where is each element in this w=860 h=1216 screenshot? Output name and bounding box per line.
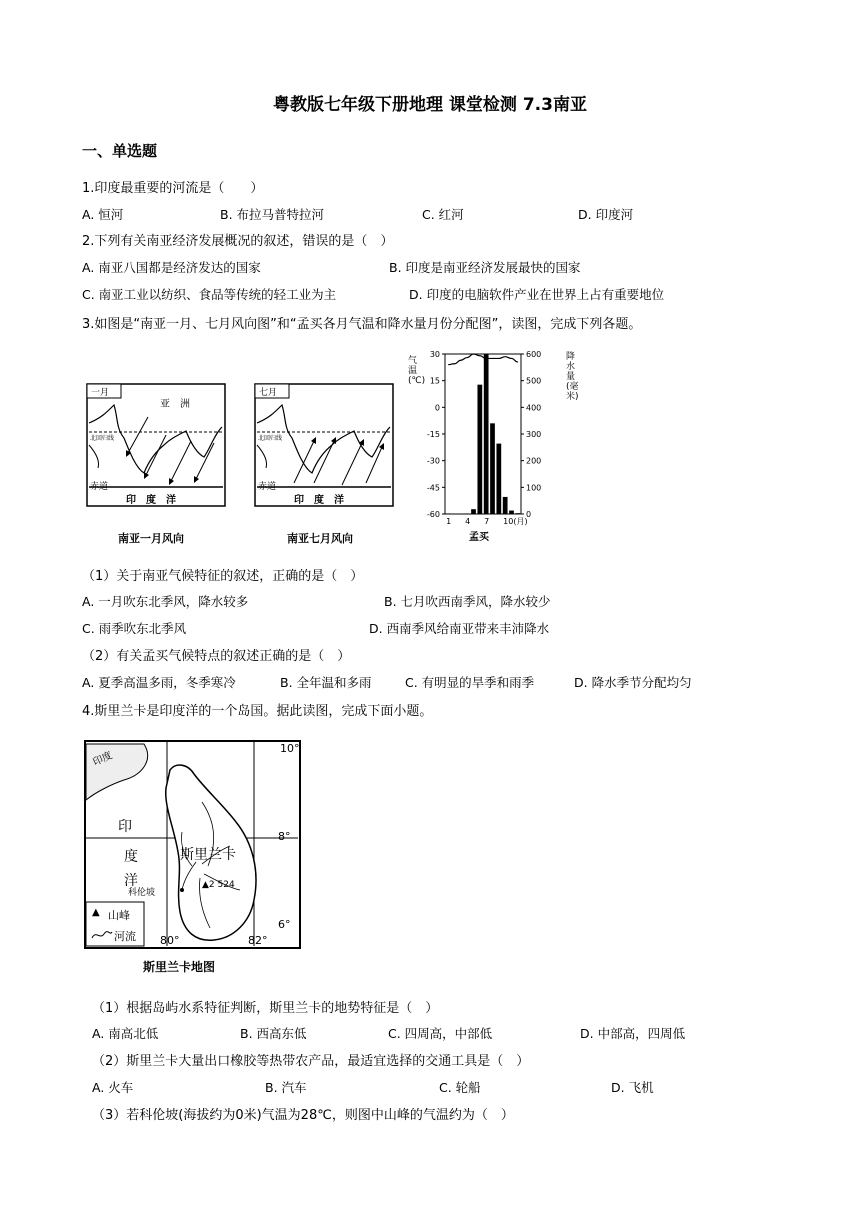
country-label: 斯里兰卡 (180, 847, 236, 863)
precip-bar (503, 497, 508, 514)
q2-stem: 2.下列有关南亚经济发展概况的叙述，错误的是（ ） (82, 234, 394, 249)
q4-sub2-option-b[interactable]: B. 汽车 (265, 1080, 307, 1095)
colombo-label: 科伦坡 (128, 888, 156, 898)
temperature-line (448, 354, 518, 365)
peak-label: ▲2 524 (202, 880, 235, 890)
map1-month-label: 一月 (91, 388, 110, 398)
q1-option-b[interactable]: B. 布拉马普特拉河 (220, 207, 325, 222)
south-asia-january-wind-map (86, 383, 226, 513)
q4-sub2-stem: （2）斯里兰卡大量出口橡胶等热带农产品，最适宜选择的交通工具是（ ） (92, 1054, 530, 1069)
precip-bar (484, 354, 489, 514)
precip-bar (471, 509, 476, 514)
lat-10-label: 10° (280, 742, 300, 755)
precip-tick-label: 100 (526, 483, 542, 493)
legend-peak-icon: ▲ (92, 907, 100, 918)
q2-option-b[interactable]: B. 印度是南亚经济发展最快的国家 (389, 260, 581, 275)
legend-river-label: 河流 (114, 930, 136, 943)
precip-bar (458, 514, 463, 515)
q3-stem: 3.如图是“南亚一月、七月风向图”和“孟买各月气温和降水量月份分配图”，读图，完成下列各题。 (82, 317, 642, 332)
map2-month-label: 七月 (259, 388, 278, 398)
sri-lanka-map-caption: 斯里兰卡地图 (143, 960, 216, 974)
map1-tropic-label: 北回归线 (90, 435, 115, 442)
q1-option-a[interactable]: A. 恒河 (82, 207, 124, 222)
section-heading: 一、单选题 (82, 142, 158, 160)
q4-sub2-option-a[interactable]: A. 火车 (92, 1080, 134, 1095)
precip-tick-label: 0 (526, 510, 532, 519)
q4-sub3-stem: （3）若科伦坡(海拔约为0米)气温为28℃，则图中山峰的气温约为（ ） (92, 1108, 514, 1123)
q4-sub1-option-a[interactable]: A. 南高北低 (92, 1026, 159, 1041)
precip-bar (515, 513, 520, 514)
q3-sub1-option-d[interactable]: D. 西南季风给南亚带来丰沛降水 (369, 621, 550, 636)
legend-peak-label: 山峰 (108, 909, 130, 922)
temp-tick-label: -15 (426, 430, 440, 439)
precip-bar (452, 514, 457, 515)
q3-sub2-option-d[interactable]: D. 降水季节分配均匀 (574, 675, 692, 690)
precip-axis-label: 降水量(毫米) (566, 352, 579, 402)
precip-bar (509, 511, 514, 514)
chart-title: 孟买 (469, 532, 489, 543)
temp-tick-label: 15 (429, 376, 440, 386)
india-label: 印度 (91, 750, 115, 769)
q4-stem: 4.斯里兰卡是印度洋的一个岛国。据此读图，完成下面小题。 (82, 704, 433, 719)
q4-sub2-option-d[interactable]: D. 飞机 (611, 1080, 654, 1095)
q3-sub1-option-c[interactable]: C. 雨季吹东北季风 (82, 621, 187, 636)
map2-tropic-label: 北回归线 (258, 435, 283, 442)
temp-tick-label: -45 (426, 483, 440, 493)
precip-bar (490, 423, 495, 514)
chart-plot-frame (445, 354, 521, 514)
mumbai-climate-chart (405, 342, 580, 547)
sri-lanka-map (84, 740, 306, 952)
precip-tick-label: 600 (526, 350, 542, 359)
precip-tick-label: 400 (526, 403, 542, 413)
q4-sub1-option-c[interactable]: C. 四周高，中部低 (388, 1026, 493, 1041)
q4-sub1-option-d[interactable]: D. 中部高，四周低 (580, 1026, 686, 1041)
q2-option-c[interactable]: C. 南亚工业以纺织、食品等传统的轻工业为主 (82, 287, 337, 302)
precip-bar (477, 385, 482, 514)
map2-equator-label: 赤道 (258, 482, 277, 492)
ocean-char-3: 洋 (124, 873, 138, 889)
map1-asia-label: 亚 洲 (160, 399, 190, 410)
x-tick-label: 7 (484, 517, 490, 526)
q3-sub1-stem: （1）关于南亚气候特征的叙述，正确的是（ ） (82, 569, 364, 584)
q1-option-c[interactable]: C. 红河 (422, 207, 464, 222)
q4-sub1-stem: （1）根据岛屿水系特征判断，斯里兰卡的地势特征是（ ） (92, 1001, 439, 1016)
q3-sub2-stem: （2）有关孟买气候特点的叙述正确的是（ ） (82, 649, 351, 664)
q3-sub1-option-b[interactable]: B. 七月吹西南季风，降水较少 (384, 594, 551, 609)
precip-tick-label: 300 (526, 430, 542, 439)
q4-sub2-option-c[interactable]: C. 轮船 (439, 1080, 481, 1095)
q1-stem: 1.印度最重要的河流是（ ） (82, 181, 264, 196)
map1-caption: 南亚一月风向 (118, 532, 184, 545)
map2-caption: 南亚七月风向 (287, 532, 353, 545)
x-tick-label: 4 (465, 517, 471, 526)
temp-tick-label: -60 (426, 510, 440, 519)
lon-80-label: 80° (160, 934, 180, 947)
q3-sub2-option-a[interactable]: A. 夏季高温多雨，冬季寒冷 (82, 675, 236, 690)
precip-bar (446, 513, 451, 514)
temp-tick-label: 30 (429, 350, 440, 359)
temp-tick-label: -30 (426, 456, 440, 466)
ocean-char-2: 度 (124, 849, 138, 865)
temp-axis-label: 气温(℃) (408, 356, 426, 386)
x-tick-label: 10(月) (503, 517, 528, 526)
south-asia-july-wind-map (254, 383, 394, 513)
page-title: 粤教版七年级下册地理 课堂检测 7.3南亚 (273, 95, 587, 115)
q1-option-d[interactable]: D. 印度河 (578, 207, 634, 222)
x-tick-label: 1 (446, 517, 452, 526)
ocean-char-1: 印 (118, 819, 132, 835)
lon-82-label: 82° (248, 934, 268, 947)
precip-bar (496, 444, 501, 514)
lat-8-label: 8° (278, 830, 291, 843)
q2-option-a[interactable]: A. 南亚八国都是经济发达的国家 (82, 260, 261, 275)
lat-6-label: 6° (278, 918, 291, 931)
precip-tick-label: 200 (526, 456, 542, 466)
map1-ocean-label: 印 度 洋 (126, 495, 176, 506)
q3-sub2-option-c[interactable]: C. 有明显的旱季和雨季 (405, 675, 535, 690)
q3-sub2-option-b[interactable]: B. 全年温和多雨 (280, 675, 372, 690)
map1-equator-label: 赤道 (90, 482, 109, 492)
q2-option-d[interactable]: D. 印度的电脑软件产业在世界上占有重要地位 (409, 287, 665, 302)
precip-tick-label: 500 (526, 376, 542, 386)
temp-tick-label: 0 (434, 403, 440, 413)
q4-sub1-option-b[interactable]: B. 西高东低 (240, 1026, 307, 1041)
map2-ocean-label: 印 度 洋 (294, 495, 344, 506)
q3-sub1-option-a[interactable]: A. 一月吹东北季风，降水较多 (82, 594, 249, 609)
precip-bar (465, 513, 470, 514)
